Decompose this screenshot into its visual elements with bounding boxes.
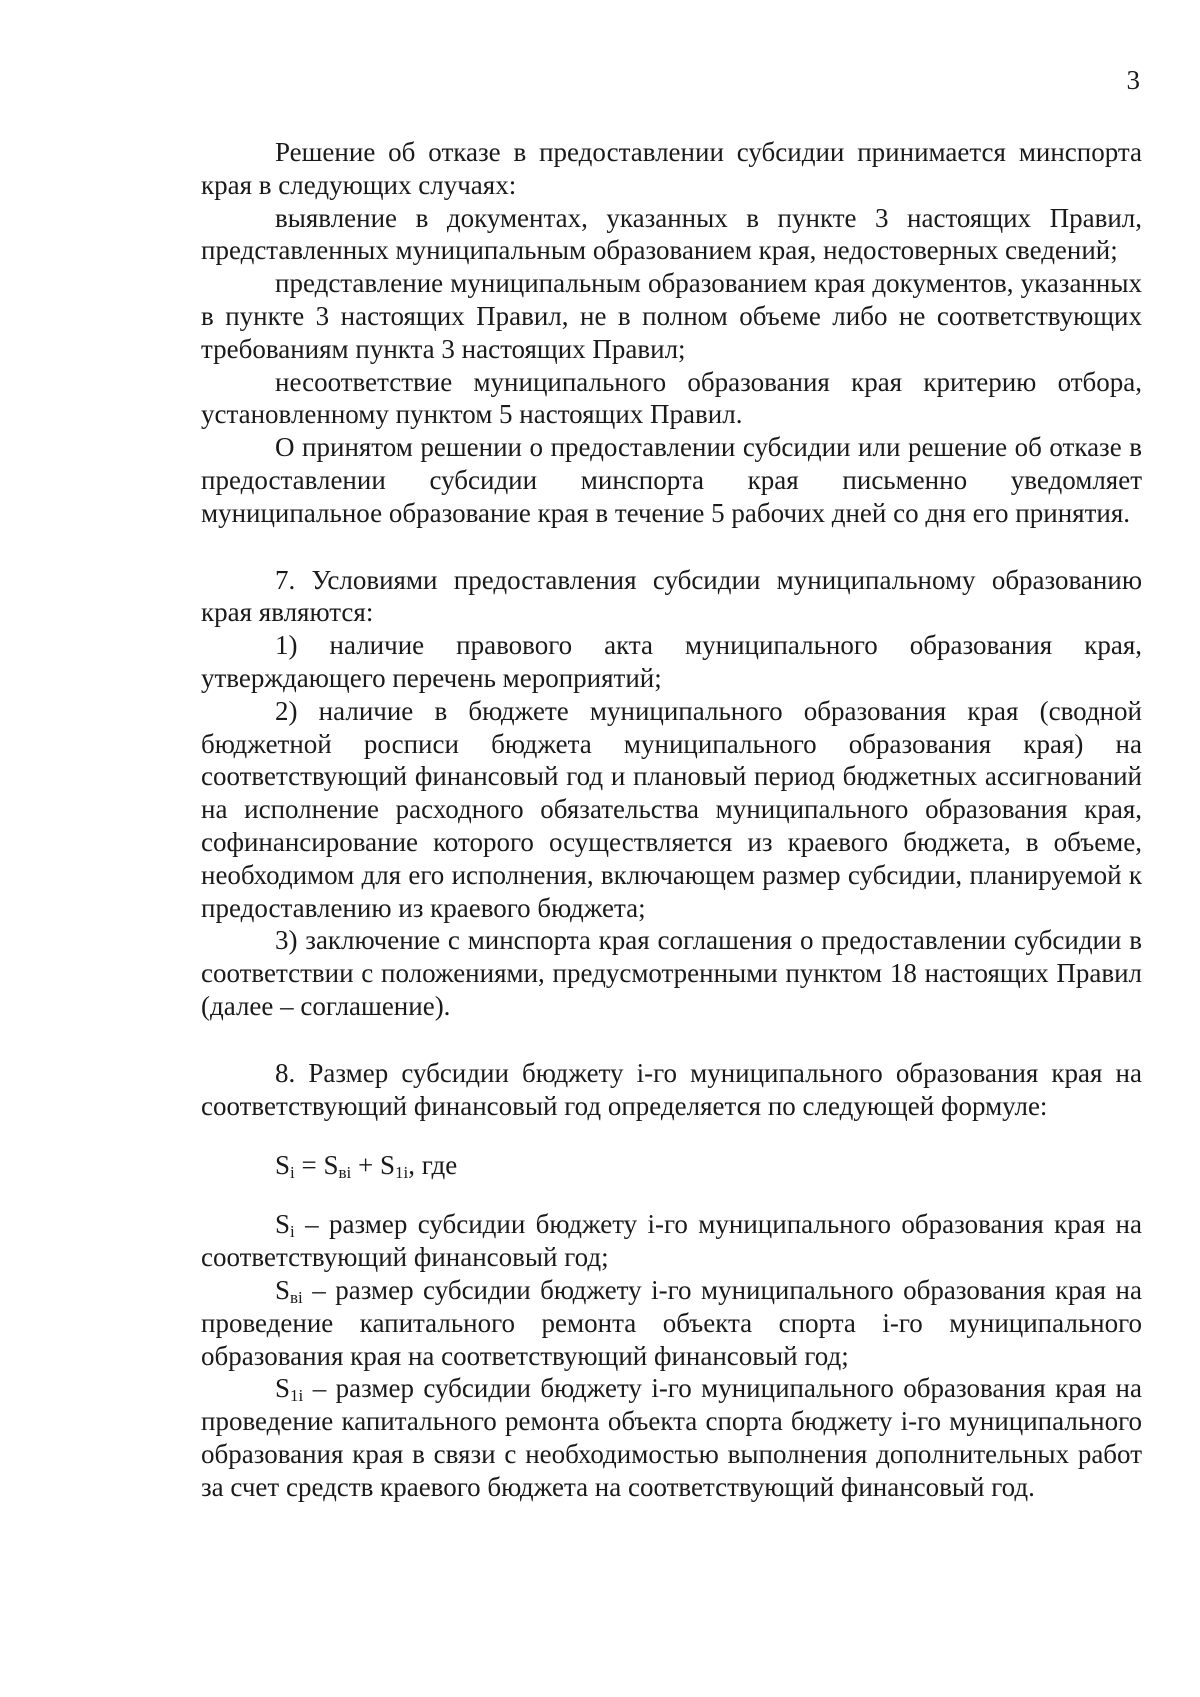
paragraph-refusal-case-criteria-mismatch: несоответствие муниципального образования края критерию отбора, установленному пунктом 5 настоящих Правил. (201, 366, 1142, 430)
definition-sbi (201, 1274, 1142, 1372)
spacer (201, 1182, 1142, 1208)
definition-s1i (201, 1372, 1142, 1503)
paragraph-refusal-cases-intro: Решение об отказе в предоставлении субсидии принимается минспорта края в следующих случаях: (201, 137, 1142, 200)
spacer (201, 530, 1142, 564)
definition-text: – размер субсидии бюджету i-го муниципального образования края на проведение капитального ремонта объекта спорта i-го муниципального образования края на соответствующий финансовый год; (201, 1274, 1142, 1371)
definition-text: – размер субсидии бюджету i-го муниципального образования края на соответствующий финансовый год; (201, 1209, 1142, 1273)
spacer (201, 1023, 1142, 1057)
paragraph-section-7-intro: 7. Условиями предоставления субсидии муниципальному образованию края являются: (201, 564, 1142, 628)
formula-equals: = (294, 1150, 324, 1181)
paragraph-section-7-item-1: 1) наличие правового акта муниципального образования края, утверждающего перечень мероприятий; (201, 630, 1142, 693)
paragraph-refusal-case-incomplete-docs: представление муниципальным образованием края документов, указанных в пункте 3 настоящих Правил, не в полном объеме либо не соответствующих требованиям пункта 3 настоящих Правил; (201, 268, 1142, 364)
paragraph-section-7-item-3: 3) заключение с минспорта края соглашения о предоставлении субсидии в соответствии с положениями, предусмотренными пунктом 18 настоящих Правил (далее – соглашение). (201, 925, 1142, 1021)
formula-plus: + (351, 1150, 381, 1181)
definition-si (201, 1208, 1142, 1274)
formula-symbol-s1i: $S_{1i}$ (380, 1150, 409, 1183)
paragraph-section-7-item-2: 2) наличие в бюджете муниципального образования края (сводной бюджетной росписи бюджета муниципального образования края) на соответствующий финансовый год и плановый период бюджетных ассигнований на исполнение расходного обязательства муниципального образования края, софинансирование которого осуществляется из краевого бюджета, в объеме, необходимом для его исполнения, включающем размер субсидии, планируемой к предоставлению из краевого бюджета; (201, 695, 1142, 923)
subsidy-formula (201, 1148, 1142, 1182)
paragraph-decision-notification: О принятом решении о предоставлении субсидии или решение об отказе в предоставлении субсидии минспорта края письменно уведомляет муниципальное образование края в течение 5 рабочих дней со дня его принятия. (201, 432, 1142, 528)
paragraph-section-8-intro: 8. Размер субсидии бюджету i-го муниципального образования края на соответствующий финансовый год определяется по следующей формуле: (201, 1057, 1142, 1121)
definition-symbol: $S_{1i}$ (275, 1373, 304, 1406)
formula-symbol-sbi: $S_{вi}$ (323, 1150, 352, 1183)
definition-symbol: $S_{вi}$ (275, 1274, 303, 1307)
paragraph-refusal-case-unreliable-info: выявление в документах, указанных в пункте 3 настоящих Правил, представленных муниципальным образованием края, недостоверных сведений; (201, 202, 1142, 266)
definition-text: – размер субсидии бюджету i-го муниципального образования края на проведение капитального ремонта объекта спорта бюджету i-го муниципального образования края в связи с необходимостью выполнения дополнительных работ за счет средств краевого бюджета на соответствующий финансовый год. (201, 1373, 1142, 1502)
definition-symbol: $S_i$ (275, 1209, 295, 1242)
document-body (201, 136, 1142, 1503)
formula-symbol-si: $S_i$ (275, 1150, 295, 1183)
formula-tail: , где (408, 1150, 458, 1181)
spacer (201, 1122, 1142, 1148)
page-number: 3 (1126, 65, 1140, 95)
